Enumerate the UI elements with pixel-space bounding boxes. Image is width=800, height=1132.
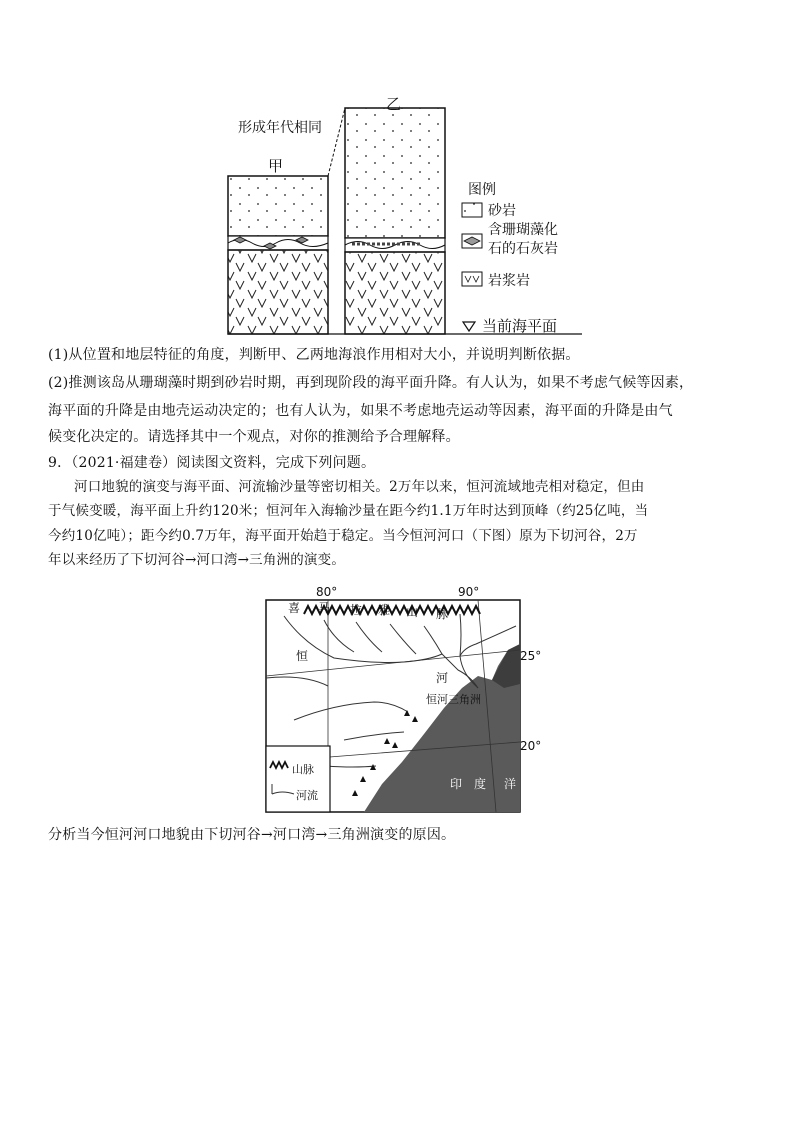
legend-river-label: 河流	[296, 789, 318, 802]
legend-magma-label: 岩浆岩	[488, 273, 530, 289]
himalaya-char-1: 喜	[288, 601, 301, 615]
problem-9-para-3: 今约10亿吨）；距今约0.7万年，海平面开始趋于稳定。当今恒河河口（下图）原为下切河谷，2万	[48, 528, 638, 544]
sea-level-triangle-icon	[463, 322, 475, 331]
problem-9-question: 分析当今恒河河口地貌由下切河谷→河口湾→三角洲演变的原因。	[48, 827, 456, 843]
himalaya-char-5: 山	[406, 605, 419, 619]
lon-80-label: 80°	[316, 585, 338, 599]
label-yi: 乙	[386, 95, 402, 113]
ocean-char-3: 洋	[504, 777, 517, 791]
label-same-age: 形成年代相同	[238, 120, 322, 136]
legend-mountain-label: 山脉	[292, 763, 314, 776]
problem-9-header: 9．（2021·福建卷）阅读图文资料，完成下列问题。	[48, 455, 376, 471]
label-jia: 甲	[268, 157, 284, 175]
sea-level-label: 当前海平面	[482, 317, 558, 335]
ocean-char-2: 度	[474, 777, 487, 791]
legend-title: 图例	[468, 182, 496, 198]
legend-sandstone-label: 砂岩	[488, 203, 516, 219]
problem-9-para-2: 于气候变暖，海平面上升约120米；恒河年入海输沙量在距今约1.1万年时达到顶峰（约25亿吨，当	[48, 503, 649, 519]
problem-9-para-1: 河口地貌的演变与海平面、河流输沙量等密切相关。2万年以来，恒河流域地壳相对稳定，但由	[74, 479, 645, 495]
himalaya-char-3: 拉	[350, 603, 363, 617]
delta-label: 恒河三角洲	[426, 693, 481, 706]
himalaya-char-4: 雅	[378, 603, 391, 617]
question-2-line-3: 候变化决定的。请选择其中一个观点，对你的推测给予合理解释。	[48, 429, 460, 445]
column-jia	[228, 176, 328, 334]
himalaya-char-6: 脉	[436, 607, 449, 621]
legend-magma-swatch	[462, 272, 482, 286]
question-1: (1)从位置和地层特征的角度，判断甲、乙两地海浪作用相对大小，并说明判断依据。	[48, 347, 580, 363]
lat-25-label: 25°	[520, 649, 542, 663]
same-age-link	[328, 108, 345, 176]
legend-sandstone-swatch	[462, 203, 482, 217]
legend-limestone-label-2: 石的石灰岩	[488, 241, 558, 257]
lon-90-label: 90°	[458, 585, 480, 599]
river-label-he: 河	[436, 671, 449, 685]
question-2-line-1: (2)推测该岛从珊瑚藻时期到砂岩时期，再到现阶段的海平面升降。有人认为，如果不考虑气候等因素，	[48, 375, 694, 391]
river-label-heng: 恒	[296, 649, 309, 663]
question-2-line-2: 海平面的升降是由地壳运动决定的；也有人认为，如果不考虑地壳运动等因素，海平面的升降是由气	[48, 403, 673, 419]
legend-limestone-label-1: 含珊瑚藻化	[488, 222, 558, 238]
ocean-char-1: 印	[450, 777, 463, 791]
problem-9-para-4: 年以来经历了下切河谷→河口湾→三角洲的演变。	[48, 552, 346, 568]
himalaya-char-2: 马	[318, 601, 331, 615]
column-yi	[345, 108, 445, 334]
lat-20-label: 20°	[520, 739, 542, 753]
